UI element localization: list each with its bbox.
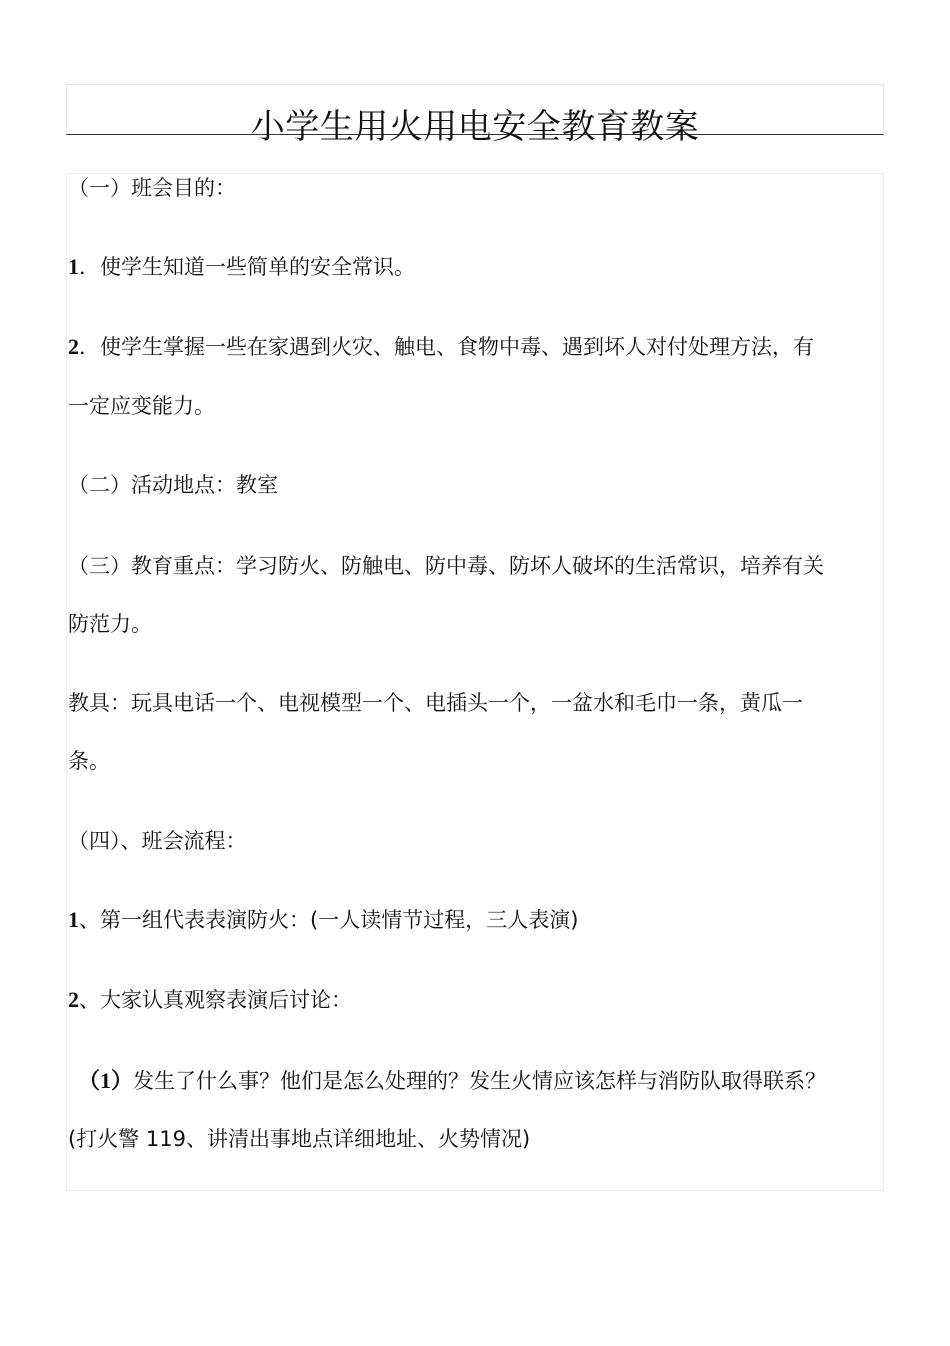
- teaching-aids: 教具：玩具电话一个、电视模型一个、电插头一个，一盆水和毛巾一条，黄瓜一: [68, 691, 803, 715]
- discussion-question-1: （1）发生了什么事？他们是怎么处理的？发生火情应该怎样与消防队取得联系？: [78, 1068, 827, 1093]
- goal-item-1: 1．使学生知道一些简单的安全常识。: [68, 254, 415, 279]
- flow-item-1: 1、第一组代表表演防火：(一人读情节过程，三人表演): [68, 907, 579, 932]
- flow-item-2: 2、大家认真观察表演后讨论：: [68, 987, 352, 1012]
- teaching-aids-continued: 条。: [68, 749, 110, 773]
- goal-item-2: 2．使学生掌握一些在家遇到火灾、触电、食物中毒、遇到坏人对付处理方法，有: [68, 334, 814, 359]
- section-3-focus: （三）教育重点：学习防火、防触电、防中毒、防坏人破坏的生活常识，培养有关: [68, 554, 824, 578]
- section-3-focus-continued: 防范力。: [68, 612, 152, 636]
- discussion-answer-1: (打火警 119、讲清出事地点详细地址、火势情况): [68, 1127, 531, 1151]
- content-frame: [66, 173, 884, 1191]
- section-4-heading: （四）、班会流程：: [68, 829, 247, 853]
- document-title: 小学生用火用电安全教育教案: [250, 106, 700, 147]
- section-1-heading: （一）班会目的：: [68, 176, 236, 200]
- section-2-location: （二）活动地点：教室: [68, 473, 278, 497]
- goal-item-2-continued: 一定应变能力。: [68, 394, 215, 418]
